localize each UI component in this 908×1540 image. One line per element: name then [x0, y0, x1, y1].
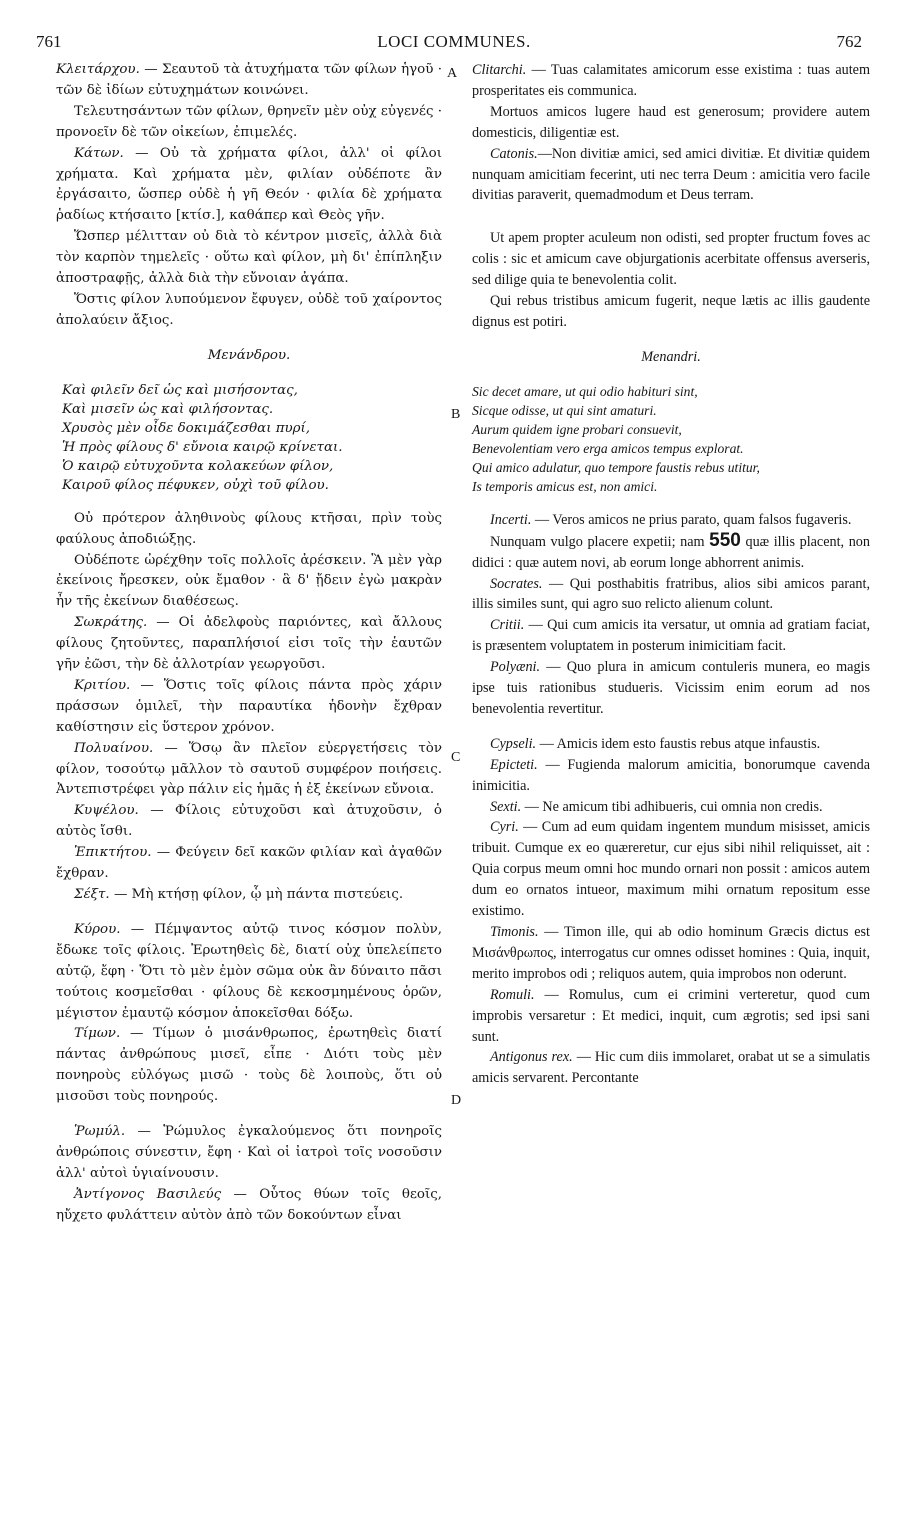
latin-verse: Sicque odisse, ut qui sint amaturi.: [472, 402, 657, 418]
greek-paragraph: [56, 613, 442, 676]
page-number-right: 762: [836, 32, 862, 51]
latin-paragraph: [472, 657, 870, 720]
latin-text: — Timon ille, qui ab odio hominum Græcis dictus est Μισάνθρωπος, interrogatus cur omnes odisset homines : Quia, inquit, merito improbos odi ; reliquos autem, quia improbos non oderunt.: [472, 924, 870, 982]
latin-paragraph: [472, 922, 870, 985]
latin-text: — Cum ad eum quidam ingentem mundum misisset, amicis tribuit. Cumque ex eo quæreretur, cur ejus sibi nihil reliquisset, ait : Quia corpus meum omni hoc mundo ornari non possit : amicos autem dum eo ornatos intueor, maximum mihi ornatum repositum esse existimo.: [472, 819, 870, 920]
greek-paragraph: [56, 885, 442, 906]
latin-paragraph: [472, 817, 870, 922]
greek-text: — Φίλοις εὐτυχοῦσι καὶ ἀτυχοῦσιν, ὁ αὐτὸς ἴσθι.: [56, 803, 442, 840]
latin-paragraph: [472, 615, 870, 657]
latin-paragraph: [472, 985, 870, 1048]
latin-paragraph: [472, 797, 870, 818]
greek-text: — Οἱ ἀδελφοὺς παριόντες, καὶ ἄλλους φίλους ζητοῦντες, παραπλήσιοί εἰσι τοῖς τὴν ἑαυτῶν γῆν ἐῶσι, τὴν δὲ ἀλλοτρίαν γεωργοῦσι.: [56, 615, 442, 673]
greek-paragraph: Ὥσπερ μέλιτταν οὐ διὰ τὸ κέντρον μισεῖς, ἀλλὰ διὰ τὸν καρπὸν τημελεῖς · οὕτω καὶ φίλον, μὴ δι' ἐπίπληξιν ἀποστραφῇς, ἀλλὰ διὰ τὴν εὔνοιαν ἀγάπα.: [56, 229, 442, 287]
greek-paragraph: [56, 739, 442, 802]
greek-menander-heading: Μενάνδρου.: [207, 347, 291, 363]
latin-text: — Qui cum amicis ita versatur, ut omnia ad gratiam faciat, is præsentem voluptatem in posterum inimicitiam facit.: [472, 617, 870, 655]
latin-verse: Aurum quidem igne probari consuevit,: [472, 421, 682, 437]
latin-column: [472, 60, 870, 1089]
latin-text: — Romulus, cum ei crimini verteretur, quod cum improbis versaretur : Et medici, inquit, cum ægrotis; sed ipsi sani sunt.: [472, 986, 870, 1045]
greek-paragraph: [56, 843, 442, 885]
greek-paragraph: [56, 60, 442, 102]
greek-author: Σέξτ.: [74, 887, 110, 902]
greek-paragraph: Οὐδέποτε ὠρέχθην τοῖς πολλοῖς ἀρέσκειν. Ἃ μὲν γὰρ ἐκείνοις ἤρεσκεν, οὐκ ἔμαθον · ἃ δ' ᾔδειν ἐγὼ μακρὰν ἦν τῆς ἐκείνων διαθέσεως.: [56, 552, 442, 610]
latin-author: Critii.: [490, 617, 525, 634]
latin-text: — Veros amicos ne prius parato, quam falsos fugaveris.: [531, 511, 852, 528]
greek-verse: Ὁ καιρῷ εὐτυχοῦντα κολακεύων φίλον,: [62, 458, 334, 474]
greek-verse: Καὶ φιλεῖν δεῖ ὡς καὶ μισήσοντας,: [62, 382, 298, 398]
greek-verse: Καιροῦ φίλος πέφυκεν, οὐχὶ τοῦ φίλου.: [62, 477, 329, 493]
latin-text: quæ illis placent, non didici : quæ autem novi, ab eorum longe abhorrent animis.: [472, 533, 870, 571]
latin-text: Nunquam vulgo placere expetii; nam: [490, 533, 710, 550]
latin-text: — Quo plura in amicum contuleris munera, eo magis ipse tuis rationibus studueris. Vicissim enim eorum ad nos benevolentia revertitur.: [472, 659, 870, 717]
latin-paragraph: [472, 734, 870, 755]
greek-text: — Φεύγειν δεῖ κακῶν φιλίαν καὶ ἀγαθῶν ἔχθραν.: [56, 845, 442, 882]
greek-text: — Οὗτος θύων τοῖς θεοῖς, ηὔχετο φυλάττειν αὐτὸν ἀπὸ τῶν δοκούντων εἶναι: [56, 1186, 442, 1223]
migne-column-number: 550: [709, 529, 741, 551]
greek-text: — Ὅσῳ ἂν πλεῖον εὐεργετήσεις τὸν φίλον, τοσούτῳ μᾶλλον τὸ σαυτοῦ συμφέρον ποιήσεις. Ἀντεπιστρέφει γὰρ πάλιν εἰς ἡμᾶς ἡ ἐξ ἐκείνων εὔνοια.: [56, 740, 442, 798]
margin-letter-b: B: [451, 407, 461, 422]
latin-author: Timonis.: [490, 924, 539, 940]
latin-text: — Tuas calamitates amicorum esse existima : tuas autem prosperitates eis communica.: [472, 62, 870, 99]
latin-paragraph: [472, 60, 870, 102]
page-number-left: 761: [36, 32, 62, 51]
latin-verse: Is temporis amicus est, non amici.: [472, 478, 658, 494]
greek-author: Κάτων.: [74, 145, 124, 161]
latin-author: Clitarchi.: [472, 62, 527, 78]
greek-verse: Χρυσὸς μὲν οἶδε δοκιμάζεσθαι πυρί,: [62, 420, 311, 436]
latin-text: — Ne amicum tibi adhibueris, cui omnia non credis.: [521, 798, 823, 815]
greek-text: — Τίμων ὁ μισάνθρωπος, ἐρωτηθεὶς διατί πάντας ἀνθρώπους μισεῖ, εἶπε · Διότι τοὺς μὲν πονηροὺς εὐλόγως μισῶ · τοὺς δὲ λοιποὺς, ὅτι οὐ μισοῦσι τοὺς πονηρούς.: [56, 1026, 442, 1105]
greek-author: Κλειτάρχου.: [56, 62, 140, 77]
greek-verse: Ἡ πρὸς φίλους δ' εὔνοια καιρῷ κρίνεται.: [62, 439, 343, 455]
greek-paragraph: [56, 920, 442, 1025]
greek-paragraph: Τελευτησάντων τῶν φίλων, θρηνεῖν μὲν οὐχ εὐγενές · προνοεῖν δὲ τῶν οἰκείων, ἐπιμελές.: [56, 103, 442, 140]
latin-author: Polyæni.: [490, 659, 541, 676]
latin-author: Epicteti.: [490, 756, 538, 773]
greek-text: — Πέμψαντος αὐτῷ τινος κόσμον πολὺν, ἔδωκε τοῖς φίλοις. Ἐρωτηθεὶς δὲ, διατί οὐχ ὑπελείπετο αὐτῷ, ἔφη · Ὅτι τὸ μὲν ἐμὸν σῶμα οὐκ ἂν δύναιτο πᾶσι τούτοις κοσμεῖσθαι · φίλους δὲ κεκοσμημένους ὁρῶν, μέγιστον ἐμαυτῷ κόσμον ἀποκεῖσθαι δόξω.: [56, 921, 442, 1021]
latin-text: — Qui posthabitis fratribus, alios sibi amicos parant, illis similes sunt, qui agro suo relicto alienum colunt.: [472, 575, 870, 613]
latin-author: Incerti.: [490, 511, 532, 528]
latin-paragraph: [472, 531, 870, 574]
greek-author: Σωκράτης.: [74, 615, 148, 631]
latin-author: Cyri.: [490, 819, 519, 836]
margin-letter-d: D: [451, 1093, 462, 1108]
greek-author: Κυψέλου.: [74, 803, 139, 819]
latin-text: — Hic cum diis immolaret, orabat ut se a simulatis amicis servarent. Percontante: [472, 1049, 870, 1087]
greek-paragraph: Οὐ πρότερον ἀληθινοὺς φίλους κτῆσαι, πρὶν τοὺς φαύλους ἀποδιώξῃς.: [56, 510, 442, 547]
greek-author: Πολυαίνου.: [74, 740, 154, 756]
greek-paragraph: [56, 801, 442, 843]
greek-paragraph: [56, 676, 442, 739]
latin-text: —Non divitiæ amici, sed amici divitiæ. Et divitiæ quidem nunquam amicitiam fecerint, uti nec terra Deum : amicitia vero facile divitias paraverit, quemadmodum et Deus terram.: [472, 145, 870, 204]
latin-author: Sexti.: [490, 798, 522, 815]
greek-author: Τίμων.: [74, 1026, 121, 1042]
latin-verse: Qui amico adulatur, quo tempore faustis rebus utitur,: [472, 459, 760, 475]
running-title: LOCI COMMUNES.: [377, 32, 531, 51]
greek-author: Κριτίου.: [74, 677, 131, 693]
latin-paragraph: [472, 574, 870, 616]
latin-paragraph: Mortuos amicos lugere haud est generosum; providere autem domesticis, diligentiæ est.: [472, 103, 870, 141]
greek-author: Ῥωμύλ.: [74, 1124, 126, 1140]
latin-author: Romuli.: [490, 986, 535, 1003]
greek-text: — Ὅστις τοῖς φίλοις πάντα πρὸς χάριν πράσσων ὁμιλεῖ, τὴν παραυτίκα ἡδονὴν ἔχθραν καθίστησιν εἰς ὕστερον χρόνον.: [56, 677, 442, 735]
greek-verse: Καὶ μισεῖν ὡς καὶ φιλήσοντας.: [62, 401, 274, 417]
greek-column: [56, 60, 442, 1227]
latin-author: Catonis.: [490, 145, 538, 162]
greek-author: Ἐπικτήτου.: [74, 845, 152, 861]
latin-author: Antigonus rex.: [490, 1049, 573, 1066]
latin-paragraph: [472, 755, 870, 797]
latin-menander-heading: Menandri.: [641, 348, 701, 365]
latin-paragraph: Qui rebus tristibus amicum fugerit, neque lætis ac illis gaudente dignus est potiri.: [472, 293, 870, 330]
latin-text: — Fugienda malorum amicitia, bonorumque cavenda inimicitia.: [472, 756, 870, 794]
greek-paragraph: [56, 144, 442, 228]
greek-author: Κύρου.: [74, 921, 121, 937]
greek-paragraph: [56, 1122, 442, 1185]
latin-author: Cypseli.: [490, 735, 537, 752]
greek-paragraph: [56, 1185, 442, 1227]
latin-verse: Benevolentiam vero erga amicos tempus explorat.: [472, 440, 744, 456]
latin-paragraph: [472, 510, 870, 531]
latin-text: — Amicis idem esto faustis rebus atque infaustis.: [536, 735, 821, 752]
greek-text: — Ῥώμυλος ἐγκαλούμενος ὅτι πονηροῖς ἀνθρώποις σύνεστιν, ἔφη · Καὶ οἱ ἰατροὶ τοῖς νοσοῦσιν ἀλλ' αὐτοὶ ὑγιαίνουσιν.: [56, 1124, 442, 1181]
margin-letter-a: A: [447, 66, 458, 81]
greek-author: Ἀντίγονος Βασιλεύς: [74, 1186, 222, 1202]
latin-verse: Sic decet amare, ut qui odio habituri sint,: [472, 383, 698, 399]
greek-paragraph: Ὅστις φίλον λυπούμενον ἔφυγεν, οὐδὲ τοῦ χαίροντος ἀπολαύειν ἄξιος.: [56, 291, 442, 328]
greek-text: — Μὴ κτήσῃ φίλον, ᾧ μὴ πάντα πιστεύεις.: [109, 887, 404, 902]
latin-paragraph: [472, 1047, 870, 1089]
greek-text: — Σεαυτοῦ τὰ ἀτυχήματα τῶν φίλων ἡγοῦ · τῶν δὲ ἰδίων εὐτυχημάτων κοινώνει.: [56, 62, 442, 98]
latin-author: Socrates.: [490, 575, 543, 592]
greek-text: — Οὐ τὰ χρήματα φίλοι, ἀλλ' οἱ φίλοι χρήματα. Καὶ χρήματα μὲν, φιλίαν οὐδέποτε ἂν ἐργάσαιτο, ὥσπερ οὐδὲ ἡ γῆ Θεόν · φιλία δὲ χρήματα ῥαδίως κτήσαιτο [κτίσ.], καθάπερ καὶ Θεὸς γῆν.: [56, 145, 442, 224]
margin-letter-c: C: [451, 750, 461, 765]
greek-paragraph: [56, 1024, 442, 1108]
latin-paragraph: [472, 144, 870, 207]
latin-paragraph: Ut apem propter aculeum non odisti, sed propter fructum foves ac colis : sic et amicum cave objurgationis acerbitate offensus averseris, sed dilige quia te benevolentia colit.: [472, 230, 870, 289]
